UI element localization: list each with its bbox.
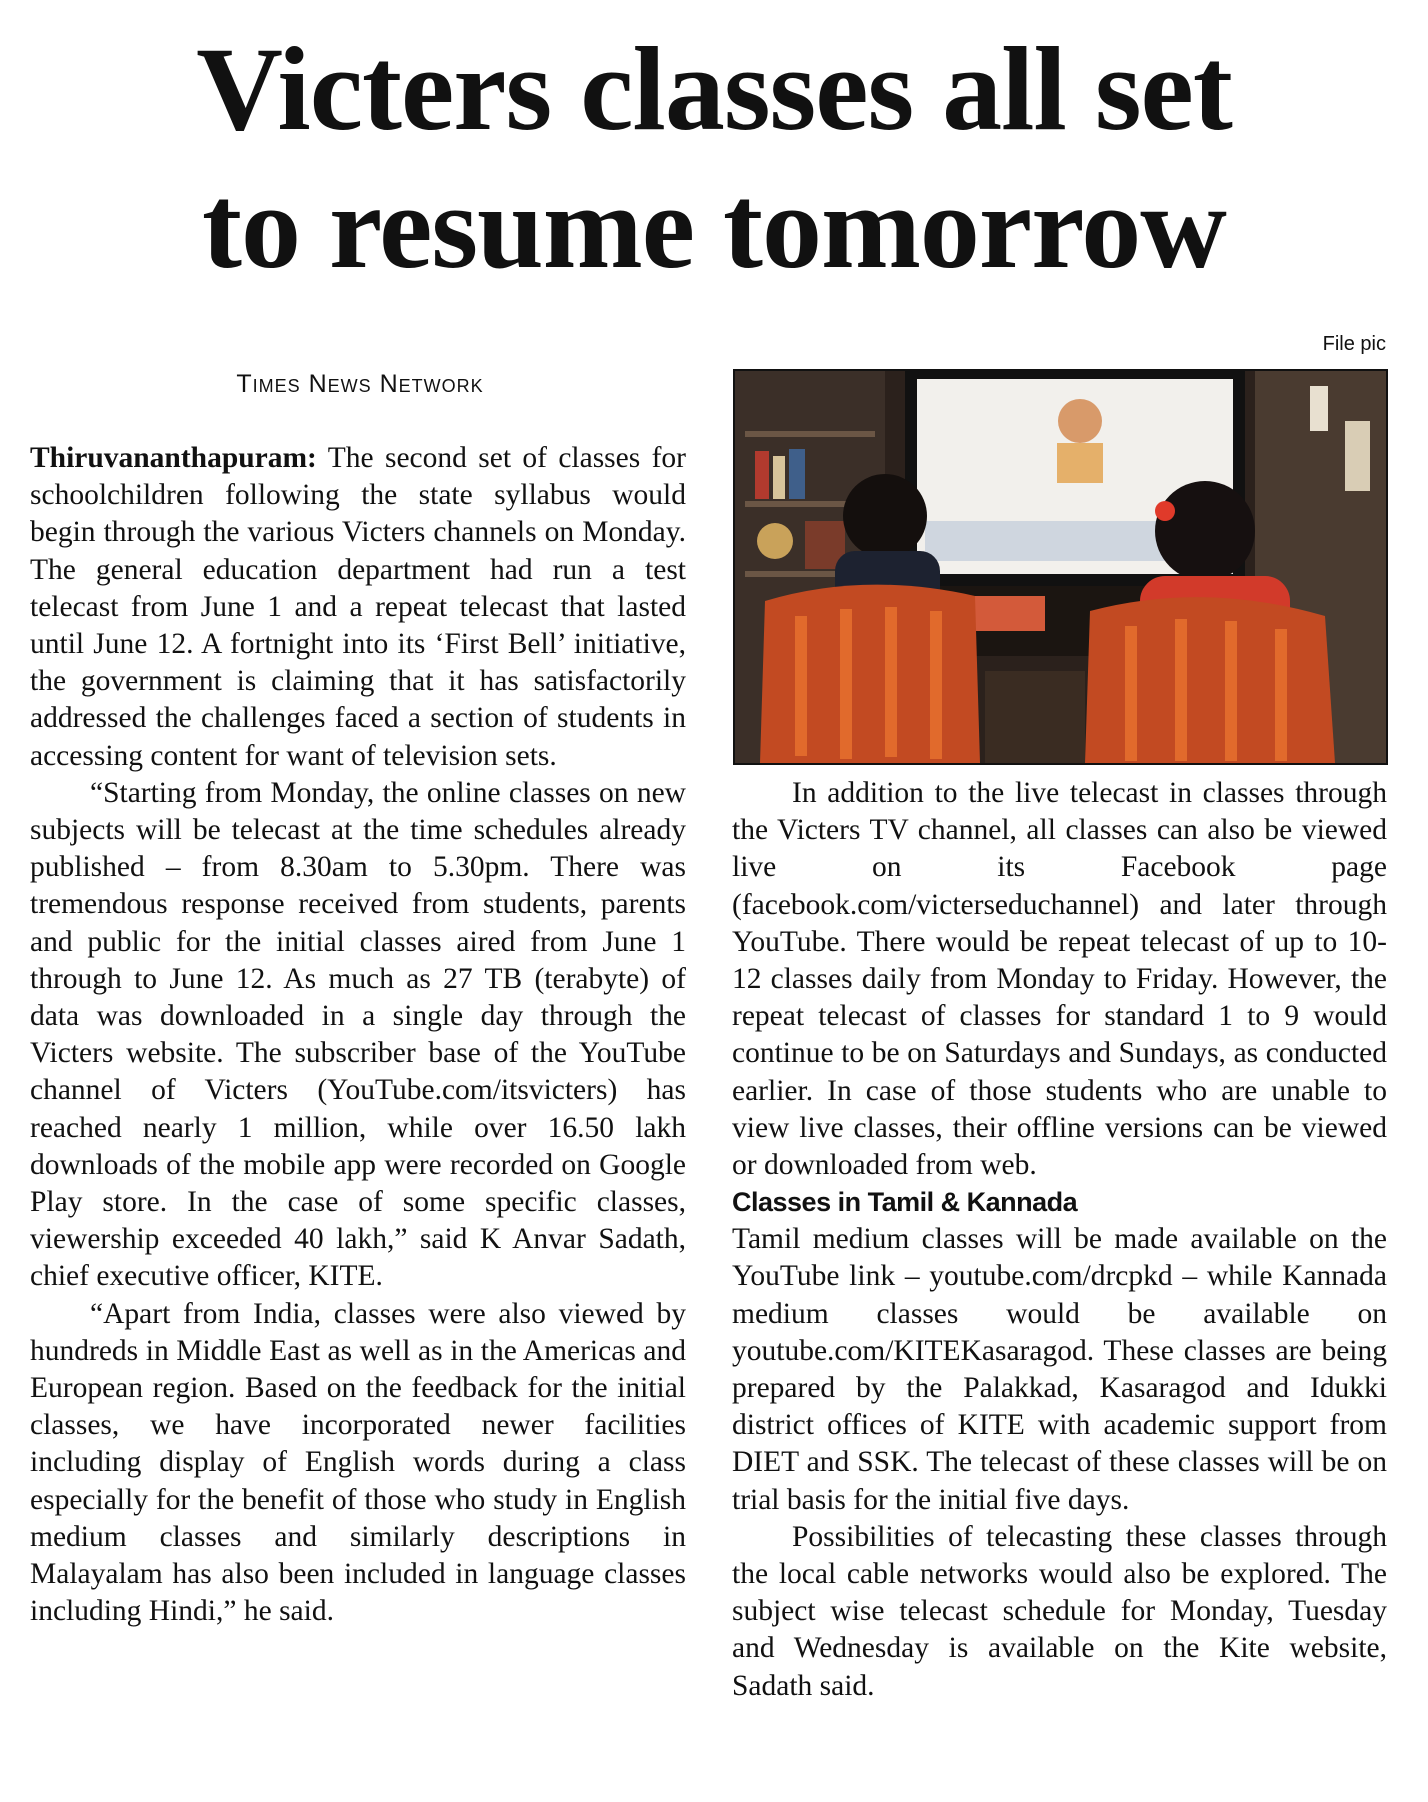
paragraph-1-text: The second set of classes for schoolchildren following the state syllabus would begin through the various Victers channels on Monday. The general education department had run a test telecast from June 1 and a repeat telecast that lasted until June 12. A fortnight into its ‘First Bell’ initiative, the government is claiming that it has satisfactorily addressed the challenges faced a section of students in accessing content for want of television sets. <box>30 442 686 772</box>
left-column <box>30 440 686 1631</box>
headline-line-2: to resume tomorrow <box>202 160 1226 293</box>
paragraph-5: Tamil medium classes will be made available on the YouTube link – youtube.com/drcpkd – while Kannada medium classes would be available on youtube.com/KITEKasaragod. These classes are being prepared by the Palakkad, Kasaragod and Idukki district offices of KITE with academic support from DIET and SSK. The telecast of these classes will be on trial basis for the initial five days. <box>732 1223 1387 1516</box>
subhead: Classes in Tamil & Kannada <box>732 1187 1078 1218</box>
paragraph-1 <box>30 440 686 775</box>
headline-line-1: Victers classes all set <box>196 22 1232 155</box>
paragraph-3: “Apart from India, classes were also viewed by hundreds in Middle East as well as in the Americas and European region. Based on the feedback for the initial classes, we have incorporated newer facilities including display of English words during a class especially for the benefit of those who study in English medium classes and similarly descriptions in Malayalam has also been included in language classes including Hindi,” he said. <box>30 1297 686 1628</box>
headline <box>30 20 1398 296</box>
byline: Times News Network <box>236 370 484 398</box>
right-column <box>732 775 1387 1705</box>
dateline: Thiruvananthapuram: <box>30 442 317 474</box>
paragraph-2: “Starting from Monday, the online classes on new subjects will be telecast at the time schedules already published – from 8.30am to 5.30pm. There was tremendous response received from students, parents and public for the initial classes aired from June 1 through to June 12. As much as 27 TB (terabyte) of data was downloaded in a single day through the Victers website. The subscriber base of the YouTube channel of Victers (YouTube.com/itsvicters) has reached nearly 1 million, while over 16.50 lakh downloads of the mobile app were recorded on Google Play store. In the case of some specific classes, viewership exceeded 40 lakh,” said K Anvar Sadath, chief executive officer, KITE. <box>30 776 686 1293</box>
paragraph-6: Possibilities of telecasting these classes through the local cable networks would also be explored. The subject wise telecast schedule for Monday, Tuesday and Wednesday is available on the Kite website, Sadath said. <box>732 1520 1387 1702</box>
photo-credit: File pic <box>1322 333 1386 355</box>
news-photo <box>733 369 1388 765</box>
paragraph-4: In addition to the live telecast in classes through the Victers TV channel, all classes can also be viewed live on its Facebook page (facebook.com/victerseduchannel) and later through YouTube. There would be repeat telecast of up to 10-12 classes daily from Monday to Friday. However, the repeat telecast of classes for standard 1 to 9 would continue to be on Saturdays and Sundays, as conducted earlier. In case of those students who are unable to view live classes, their offline versions can be viewed or downloaded from web. <box>732 777 1387 1182</box>
children-watching-tv-illustration <box>735 371 1386 763</box>
